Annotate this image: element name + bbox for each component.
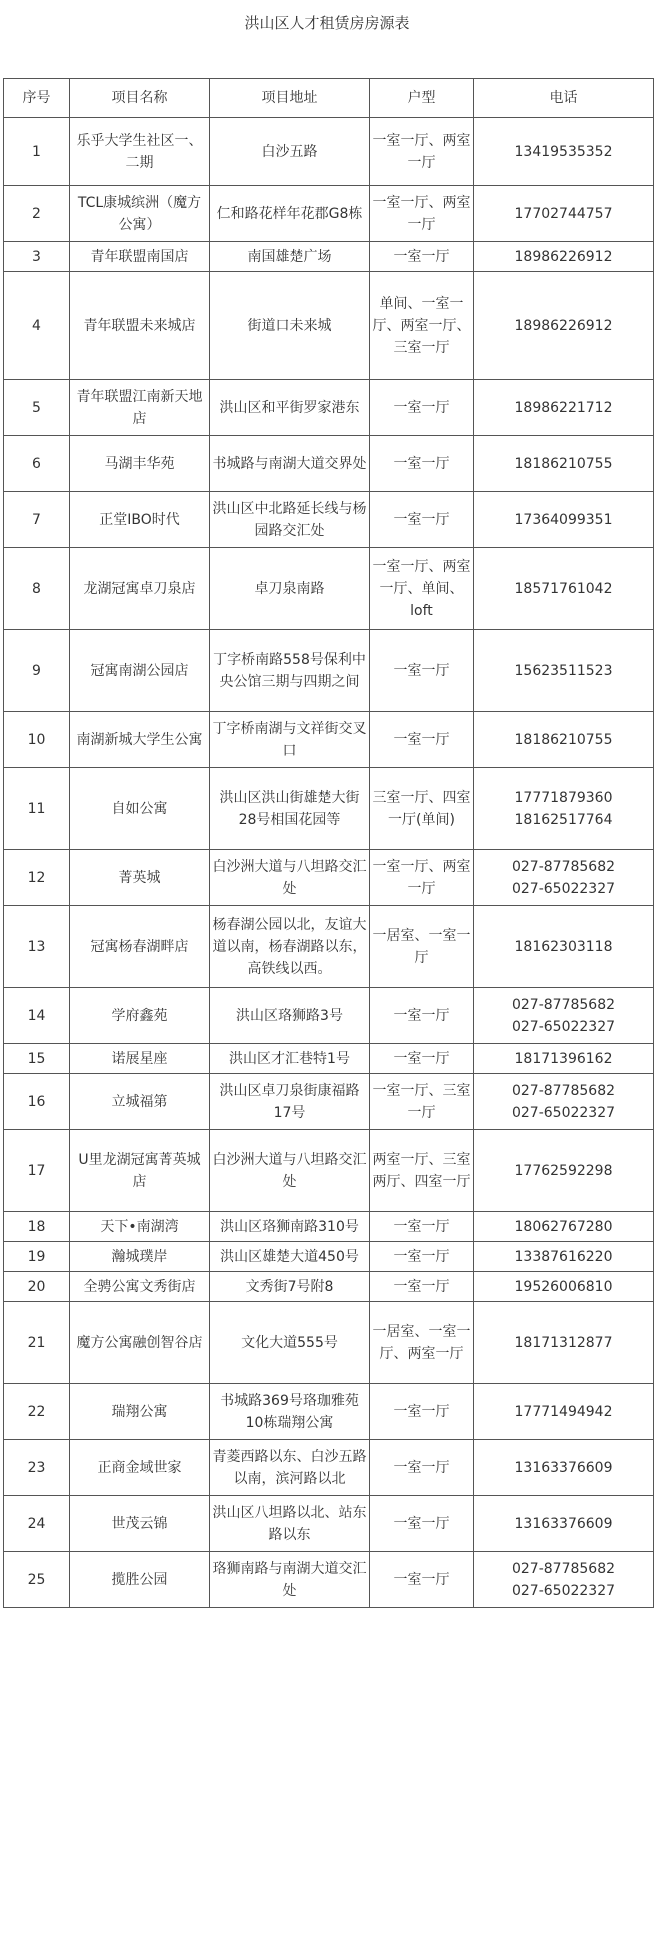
cell-no: 25 — [4, 1552, 70, 1608]
housing-table — [3, 78, 654, 1608]
cell-phone: 19526006810 — [474, 1272, 654, 1302]
cell-type: 一室一厅 — [370, 712, 474, 768]
cell-name: 青年联盟未来城店 — [70, 272, 210, 380]
header-type: 户型 — [370, 79, 474, 118]
cell-address: 洪山区中北路延长线与杨园路交汇处 — [210, 492, 370, 548]
cell-address: 青菱西路以东、白沙五路以南，滨河路以北 — [210, 1440, 370, 1496]
cell-no: 15 — [4, 1044, 70, 1074]
page-title: 洪山区人才租赁房房源表 — [244, 14, 410, 32]
cell-no: 1 — [4, 118, 70, 186]
cell-phone: 18062767280 — [474, 1212, 654, 1242]
cell-phone: 13387616220 — [474, 1242, 654, 1272]
cell-type: 一室一厅、两室一厅、单间、loft — [370, 548, 474, 630]
cell-phone: 15623511523 — [474, 630, 654, 712]
cell-name: 魔方公寓融创智谷店 — [70, 1302, 210, 1384]
cell-no: 4 — [4, 272, 70, 380]
cell-no: 6 — [4, 436, 70, 492]
header-no: 序号 — [4, 79, 70, 118]
cell-no: 3 — [4, 242, 70, 272]
table-row — [4, 1272, 654, 1302]
cell-type: 一室一厅、两室一厅 — [370, 118, 474, 186]
cell-phone: 18171396162 — [474, 1044, 654, 1074]
cell-address: 洪山区珞狮南路310号 — [210, 1212, 370, 1242]
cell-address: 洪山区洪山街雄楚大街28号相国花园等 — [210, 768, 370, 850]
cell-name: 菁英城 — [70, 850, 210, 906]
cell-address: 白沙洲大道与八坦路交汇处 — [210, 850, 370, 906]
cell-phone: 17762592298 — [474, 1130, 654, 1212]
table-row — [4, 1130, 654, 1212]
cell-phone: 13163376609 — [474, 1440, 654, 1496]
cell-name: 青年联盟江南新天地店 — [70, 380, 210, 436]
cell-name: 学府鑫苑 — [70, 988, 210, 1044]
cell-phone: 18986226912 — [474, 272, 654, 380]
cell-name: 瀚城璞岸 — [70, 1242, 210, 1272]
cell-address: 洪山区珞狮路3号 — [210, 988, 370, 1044]
cell-phone: 13163376609 — [474, 1496, 654, 1552]
cell-type: 一室一厅 — [370, 1552, 474, 1608]
cell-no: 10 — [4, 712, 70, 768]
cell-no: 9 — [4, 630, 70, 712]
cell-address: 书城路与南湖大道交界处 — [210, 436, 370, 492]
cell-type: 一室一厅、两室一厅 — [370, 850, 474, 906]
cell-address: 洪山区和平街罗家港东 — [210, 380, 370, 436]
cell-address: 洪山区卓刀泉街康福路17号 — [210, 1074, 370, 1130]
cell-no: 14 — [4, 988, 70, 1044]
cell-type: 一室一厅、两室一厅 — [370, 186, 474, 242]
table-row — [4, 492, 654, 548]
cell-no: 12 — [4, 850, 70, 906]
table-row — [4, 548, 654, 630]
cell-type: 一室一厅 — [370, 242, 474, 272]
cell-name: 青年联盟南国店 — [70, 242, 210, 272]
table-row — [4, 1496, 654, 1552]
cell-no: 8 — [4, 548, 70, 630]
cell-phone: 18162303118 — [474, 906, 654, 988]
cell-type: 一室一厅 — [370, 436, 474, 492]
table-row — [4, 380, 654, 436]
cell-type: 一居室、一室一厅 — [370, 906, 474, 988]
table-row — [4, 1440, 654, 1496]
cell-type: 一室一厅 — [370, 1384, 474, 1440]
cell-name: 天下•南湖湾 — [70, 1212, 210, 1242]
table-row — [4, 186, 654, 242]
cell-phone: 18186210755 — [474, 436, 654, 492]
cell-no: 11 — [4, 768, 70, 850]
cell-name: 瑞翔公寓 — [70, 1384, 210, 1440]
cell-type: 一室一厅 — [370, 492, 474, 548]
cell-name: 马湖丰华苑 — [70, 436, 210, 492]
table-row — [4, 850, 654, 906]
cell-phone: 027-87785682 027-65022327 — [474, 988, 654, 1044]
cell-type: 一室一厅 — [370, 1044, 474, 1074]
cell-address: 珞狮南路与南湖大道交汇处 — [210, 1552, 370, 1608]
cell-name: 诺展星座 — [70, 1044, 210, 1074]
cell-no: 21 — [4, 1302, 70, 1384]
cell-name: 冠寓杨春湖畔店 — [70, 906, 210, 988]
cell-no: 24 — [4, 1496, 70, 1552]
table-row — [4, 118, 654, 186]
cell-address: 丁字桥南湖与文祥街交叉口 — [210, 712, 370, 768]
cell-phone: 18171312877 — [474, 1302, 654, 1384]
table-row — [4, 988, 654, 1044]
cell-address: 杨春湖公园以北，友谊大道以南，杨春湖路以东，高铁线以西。 — [210, 906, 370, 988]
cell-phone: 17364099351 — [474, 492, 654, 548]
cell-name: 自如公寓 — [70, 768, 210, 850]
cell-address: 洪山区才汇巷特1号 — [210, 1044, 370, 1074]
cell-type: 一室一厅 — [370, 1496, 474, 1552]
table-header-row — [4, 79, 654, 118]
cell-type: 一室一厅 — [370, 988, 474, 1044]
header-name: 项目名称 — [70, 79, 210, 118]
cell-address: 街道口未来城 — [210, 272, 370, 380]
cell-no: 2 — [4, 186, 70, 242]
table-row — [4, 1384, 654, 1440]
cell-address: 南国雄楚广场 — [210, 242, 370, 272]
cell-type: 一室一厅 — [370, 1212, 474, 1242]
cell-address: 丁字桥南路558号保利中央公馆三期与四期之间 — [210, 630, 370, 712]
cell-no: 23 — [4, 1440, 70, 1496]
cell-name: 揽胜公园 — [70, 1552, 210, 1608]
table-row — [4, 1074, 654, 1130]
table-row — [4, 242, 654, 272]
cell-address: 书城路369号珞珈雅苑10栋瑞翔公寓 — [210, 1384, 370, 1440]
cell-type: 一室一厅 — [370, 1242, 474, 1272]
cell-no: 5 — [4, 380, 70, 436]
cell-address: 白沙洲大道与八坦路交汇处 — [210, 1130, 370, 1212]
table-row — [4, 712, 654, 768]
cell-type: 一居室、一室一厅、两室一厅 — [370, 1302, 474, 1384]
cell-no: 18 — [4, 1212, 70, 1242]
cell-type: 三室一厅、四室一厅(单间) — [370, 768, 474, 850]
cell-address: 洪山区雄楚大道450号 — [210, 1242, 370, 1272]
cell-phone: 027-87785682 027-65022327 — [474, 850, 654, 906]
cell-type: 两室一厅、三室两厅、四室一厅 — [370, 1130, 474, 1212]
cell-no: 16 — [4, 1074, 70, 1130]
cell-phone: 13419535352 — [474, 118, 654, 186]
cell-phone: 18986226912 — [474, 242, 654, 272]
cell-phone: 18571761042 — [474, 548, 654, 630]
cell-name: 乐乎大学生社区一、二期 — [70, 118, 210, 186]
cell-address: 仁和路花样年花郡G8栋 — [210, 186, 370, 242]
cell-address: 白沙五路 — [210, 118, 370, 186]
table-row — [4, 630, 654, 712]
table-row — [4, 1044, 654, 1074]
cell-phone: 17771879360 18162517764 — [474, 768, 654, 850]
cell-phone: 17771494942 — [474, 1384, 654, 1440]
cell-name: 龙湖冠寓卓刀泉店 — [70, 548, 210, 630]
cell-no: 13 — [4, 906, 70, 988]
table-row — [4, 436, 654, 492]
table-row — [4, 768, 654, 850]
header-address: 项目地址 — [210, 79, 370, 118]
cell-name: 冠寓南湖公园店 — [70, 630, 210, 712]
cell-name: 世茂云锦 — [70, 1496, 210, 1552]
cell-address: 文秀街7号附8 — [210, 1272, 370, 1302]
table-row — [4, 272, 654, 380]
cell-name: 南湖新城大学生公寓 — [70, 712, 210, 768]
cell-no: 19 — [4, 1242, 70, 1272]
cell-no: 17 — [4, 1130, 70, 1212]
cell-name: 立城福第 — [70, 1074, 210, 1130]
cell-no: 20 — [4, 1272, 70, 1302]
table-row — [4, 906, 654, 988]
cell-no: 7 — [4, 492, 70, 548]
table-row — [4, 1242, 654, 1272]
cell-no: 22 — [4, 1384, 70, 1440]
cell-type: 单间、一室一厅、两室一厅、三室一厅 — [370, 272, 474, 380]
cell-type: 一室一厅 — [370, 1272, 474, 1302]
cell-address: 文化大道555号 — [210, 1302, 370, 1384]
cell-type: 一室一厅 — [370, 630, 474, 712]
cell-type: 一室一厅、三室一厅 — [370, 1074, 474, 1130]
cell-name: 全骋公寓文秀街店 — [70, 1272, 210, 1302]
cell-name: U里龙湖冠寓菁英城店 — [70, 1130, 210, 1212]
cell-phone: 18986221712 — [474, 380, 654, 436]
cell-name: 正商金域世家 — [70, 1440, 210, 1496]
cell-phone: 17702744757 — [474, 186, 654, 242]
table-row — [4, 1302, 654, 1384]
table-body — [4, 118, 654, 1608]
header-phone: 电话 — [474, 79, 654, 118]
cell-address: 洪山区八坦路以北、站东路以东 — [210, 1496, 370, 1552]
cell-name: TCL康城缤洲（魔方公寓） — [70, 186, 210, 242]
cell-name: 正堂IBO时代 — [70, 492, 210, 548]
cell-phone: 027-87785682 027-65022327 — [474, 1552, 654, 1608]
table-row — [4, 1552, 654, 1608]
cell-phone: 18186210755 — [474, 712, 654, 768]
cell-phone: 027-87785682 027-65022327 — [474, 1074, 654, 1130]
table-row — [4, 1212, 654, 1242]
cell-type: 一室一厅 — [370, 380, 474, 436]
cell-type: 一室一厅 — [370, 1440, 474, 1496]
cell-address: 卓刀泉南路 — [210, 548, 370, 630]
